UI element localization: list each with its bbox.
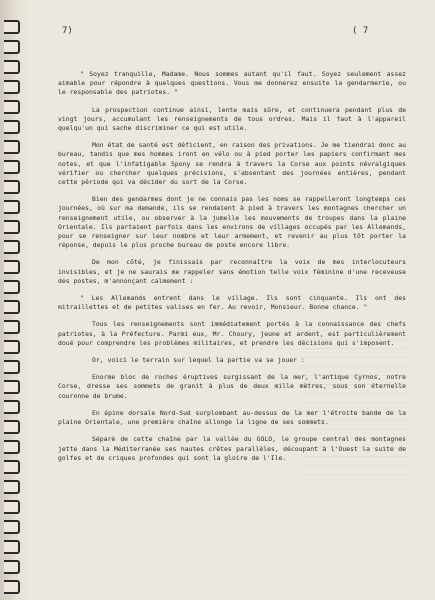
paragraph: Or, voici le terrain sur lequel la partie va se jouer : — [92, 356, 305, 365]
paragraph-quote-2: " Les Allemands entrent dans le village. Ils sont cinquante. Ils ont des mitraillettes et de petites valises en fer. Au revoir, Monsieur. Bonne chance. " — [58, 294, 406, 312]
binding-ring — [4, 60, 20, 74]
binding-ring — [4, 20, 20, 34]
paragraph: De mon côté, je finissais par reconnaître la voix de mes interlocuteurs invisibles, et je ne saurais me rappeler sans émotion telle voix féminine d'une receveuse des postes, m'annonçant calmement : — [58, 258, 406, 285]
paragraph: Bien des gendarmes dont je ne connais pas les noms se rappelleront longtemps ces journées, où sur ma demande, ils se rendaient à pied à travers les montagnes chercher un renseignement utile, ou observer à la jumelle les mouvements de troupes dans la plaine Orientale. Ils partaient parfois dans les environs de villages occupés par les Allemands, pour se renseigner sur leur nombre et leur armement, et revenir au plus tôt porter la réponse, depuis le plus proche bureau de poste encore libre. — [58, 195, 406, 250]
binding-ring — [4, 180, 20, 194]
binding-ring — [4, 240, 20, 254]
paragraph: Tous les renseignements sont immédiatement portés à la connaissance des chefs patriotes, à la Préfecture. Parmi eux, Mr. Choury, jeune et ardent, est particulièrement doué pour comprendre les problèmes militaires, et prendre les décisions qui s'imposent. — [58, 320, 406, 347]
page-number-left: 7) — [62, 26, 73, 36]
binding-ring — [4, 520, 20, 534]
binding-ring — [4, 300, 20, 314]
binding-ring — [4, 260, 20, 274]
paragraph: En épine dorsale Nord-Sud surplombant au-dessus de la mer l'étroite bande de la plaine Orientale, une première chaîne allonge la ligne de ses sommets. — [58, 408, 406, 427]
binding-ring — [4, 560, 20, 574]
binding-ring — [4, 540, 20, 554]
paragraph: Enorme bloc de roches éruptives surgissant de la mer, l'antique Cyrnos, notre Corse, dresse ses sommets de granit à plus de deux mille mètres, sous son éternelle couronne de brume. — [58, 373, 406, 400]
paragraph: Mon état de santé est déficient, en raison des privations. Je me tiendrai donc au bureau, tandis que mes hommes iront en vélo ou à pied porter les papiers confirmant mes notes, et que l'infatigable Spony se rendra à travers la Corse aux points névralgiques vérifier ou chercher quelques précisions, s'absentant des journées entières, pendant cette période qui va décider du sort de la Corse. — [58, 141, 406, 187]
paragraph: Séparé de cette chaîne par la vallée du GOLO, le groupe central des montagnes jette dans la Méditerranée ses hautes crêtes parallèles, découpant à l'Ouest la suite de golfes et de criques profondes qui sont la gloire de l'Ile. — [58, 435, 406, 462]
binding-ring — [4, 340, 20, 354]
binding-ring — [4, 220, 20, 234]
binding-ring — [4, 440, 20, 454]
binding-ring — [4, 500, 20, 514]
binding-ring — [4, 480, 20, 494]
binding-ring — [4, 460, 20, 474]
binding-ring — [4, 580, 20, 594]
binding-ring — [4, 100, 20, 114]
binding-ring — [4, 420, 20, 434]
paragraph-quote-1: " Soyez tranquille, Madame. Nous sommes autant qu'il faut. Soyez seulement assez aimable pour répondre à quelques questions. Vous me donnerez ensuite la gendarmerie, ou le responsable des patriotes. " — [58, 70, 406, 97]
binding-ring — [4, 80, 20, 94]
binding-ring — [4, 400, 20, 414]
document-body — [58, 70, 406, 471]
paragraph: La prospection continue ainsi, lente mais sûre, et continuera pendant plus de vingt jours, accumulant les renseignements de tous ordres. Mais il faut à l'appareil quelqu'un qui sache discriminer ce qui est utile. — [58, 105, 406, 133]
binding-ring — [4, 160, 20, 174]
binding-ring — [4, 320, 20, 334]
spiral-binding — [0, 0, 30, 600]
binding-ring — [4, 140, 20, 154]
binding-ring — [4, 360, 20, 374]
binding-ring — [4, 120, 20, 134]
binding-ring — [4, 380, 20, 394]
binding-ring — [4, 280, 20, 294]
binding-ring — [4, 200, 20, 214]
binding-ring — [4, 40, 20, 54]
page-number-right: ( 7 — [352, 26, 369, 36]
